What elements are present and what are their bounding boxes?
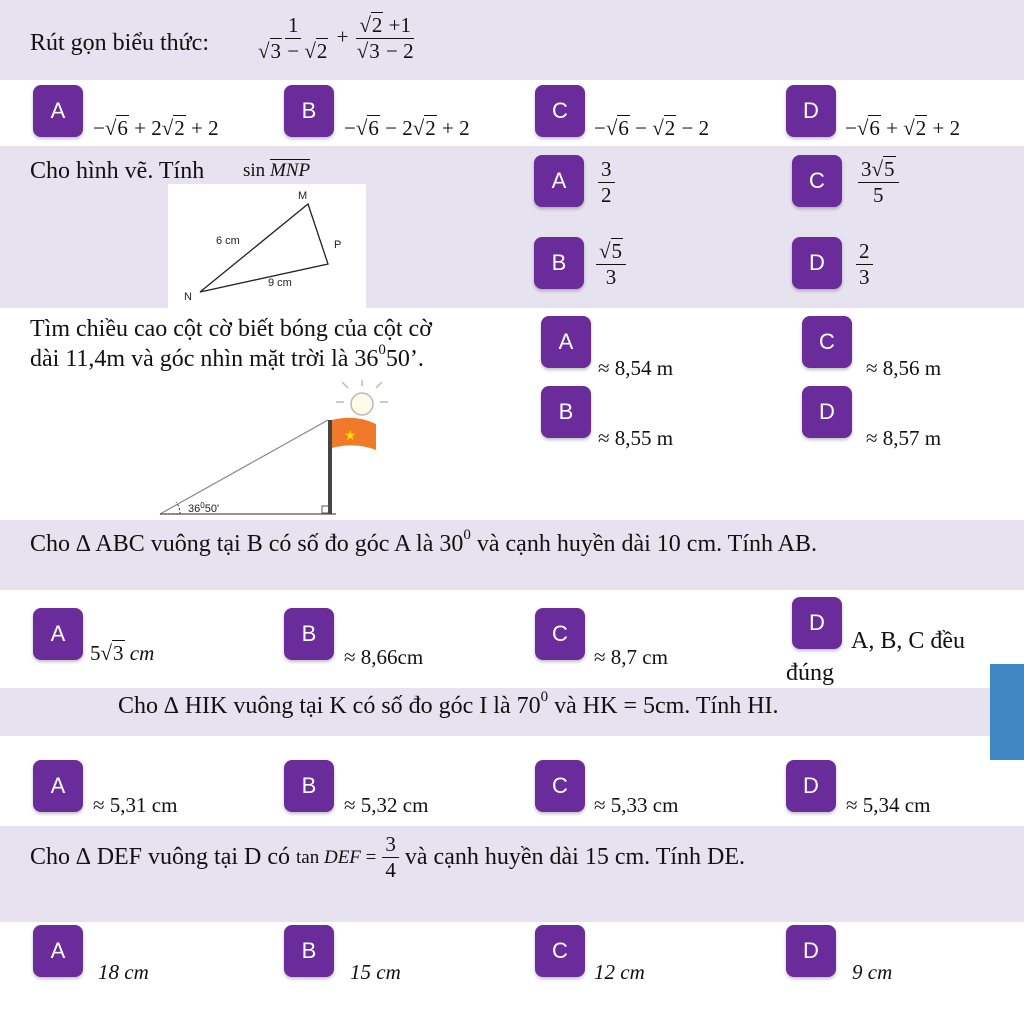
- q3-option-d-button[interactable]: D: [802, 386, 852, 438]
- q1-expression: $\frac{1}{√3 - √2}$ + $\frac{√2 +1}{√3 - 2}$: [258, 13, 414, 64]
- q6-prompt: Cho ∆ DEF vuông tại D có tan DEF = $\frac{3}{4}$ và cạnh huyền dài 15 cm. Tính DE.: [30, 832, 746, 883]
- q6-option-d-button[interactable]: D: [786, 925, 836, 977]
- q5-option-a-text: ≈ 5,31 cm: [93, 793, 178, 817]
- q3-line2: dài 11,4m và góc nhìn mặt trời là $36^050$’.: [30, 342, 424, 372]
- q1-option-b-text: −√6 − 2√2 + 2: [344, 116, 470, 140]
- side-nm-label: 6 cm: [216, 235, 240, 247]
- q4-option-d-line1: A, B, C đều: [851, 628, 965, 654]
- q4-option-c-text: ≈ 8,7 cm: [594, 645, 668, 669]
- q5-option-d-button[interactable]: D: [786, 760, 836, 812]
- flagpole-figure: [150, 380, 404, 520]
- q4-option-b-text: ≈ 8,66cm: [344, 645, 424, 669]
- q4-option-b-button[interactable]: B: [284, 608, 334, 660]
- q5-option-c-text: ≈ 5,33 cm: [594, 793, 679, 817]
- q2-option-a-button[interactable]: A: [534, 155, 584, 207]
- q3-option-a-button[interactable]: A: [541, 316, 591, 368]
- q2-option-d-text: $\frac{2}{3}$: [856, 240, 873, 289]
- q1-option-d-button[interactable]: D: [786, 85, 836, 137]
- q2-prompt: Cho hình vẽ. Tính: [30, 158, 205, 184]
- q1-option-b-button[interactable]: B: [284, 85, 334, 137]
- q5-option-b-button[interactable]: B: [284, 760, 334, 812]
- q6-option-d-text: 9 cm: [852, 960, 893, 984]
- q1-option-a-text: −√6 + 2√2 + 2: [93, 116, 219, 140]
- q2-option-c-button[interactable]: C: [792, 155, 842, 207]
- side-panel-tab[interactable]: [990, 664, 1024, 760]
- q4-option-d-button[interactable]: D: [792, 597, 842, 649]
- q3-option-a-text: ≈ 8,54 m: [598, 356, 674, 380]
- q2-option-a-text: $\frac{3}{2}$: [598, 158, 615, 207]
- vertex-p-label: P: [334, 239, 342, 251]
- q5-option-d-text: ≈ 5,34 cm: [846, 793, 931, 817]
- q4-option-c-button[interactable]: C: [535, 608, 585, 660]
- q3-option-b-button[interactable]: B: [541, 386, 591, 438]
- angle-label: $36^050'$: [188, 501, 220, 515]
- q3-option-b-text: ≈ 8,55 m: [598, 426, 674, 450]
- triangle-mnp-figure: [168, 184, 366, 308]
- svg-text:★: ★: [344, 428, 357, 444]
- q3-line1: Tìm chiều cao cột cờ biết bóng của cột cờ: [30, 316, 432, 342]
- q6-option-b-text: 15 cm: [350, 960, 401, 984]
- vertex-n-label: N: [184, 291, 192, 303]
- q2-option-b-text: $\frac{√5}{3}$: [596, 240, 626, 289]
- q6-option-c-button[interactable]: C: [535, 925, 585, 977]
- q1-option-c-button[interactable]: C: [535, 85, 585, 137]
- q5-option-b-text: ≈ 5,32 cm: [344, 793, 429, 817]
- q3-option-c-button[interactable]: C: [802, 316, 852, 368]
- q6-option-a-text: 18 cm: [98, 960, 149, 984]
- q2-sin-mnp: $\sin \overline{MNP}$: [243, 160, 311, 181]
- q3-option-c-text: ≈ 8,56 m: [866, 356, 942, 380]
- q2-option-b-button[interactable]: B: [534, 237, 584, 289]
- q6-option-b-button[interactable]: B: [284, 925, 334, 977]
- q4-option-a-text: 5√3 cm: [90, 641, 155, 665]
- q1-option-c-text: −√6 − √2 − 2: [594, 116, 710, 140]
- q4-option-d-line2: đúng: [786, 660, 834, 686]
- vertex-m-label: M: [298, 190, 308, 202]
- q6-option-a-button[interactable]: A: [33, 925, 83, 977]
- q1-option-a-button[interactable]: A: [33, 85, 83, 137]
- q3-option-d-text: ≈ 8,57 m: [866, 426, 942, 450]
- q6-option-c-text: 12 cm: [594, 960, 645, 984]
- q2-option-c-text: $\frac{3√5}{5}$: [858, 158, 899, 207]
- q5-prompt: Cho ∆ HIK vuông tại K có số đo góc I là $70^0$ và HK = 5cm. Tính HI.: [118, 689, 779, 719]
- side-np-label: 9 cm: [268, 277, 292, 289]
- q4-prompt: Cho ∆ ABC vuông tại B có số đo góc A là $30^0$ và cạnh huyền dài 10 cm. Tính AB.: [30, 527, 818, 557]
- q1-prompt: Rút gọn biểu thức:: [30, 30, 209, 56]
- q2-option-d-button[interactable]: D: [792, 237, 842, 289]
- q5-option-c-button[interactable]: C: [535, 760, 585, 812]
- q4-option-a-button[interactable]: A: [33, 608, 83, 660]
- q1-option-d-text: −√6 + √2 + 2: [845, 116, 961, 140]
- q5-option-a-button[interactable]: A: [33, 760, 83, 812]
